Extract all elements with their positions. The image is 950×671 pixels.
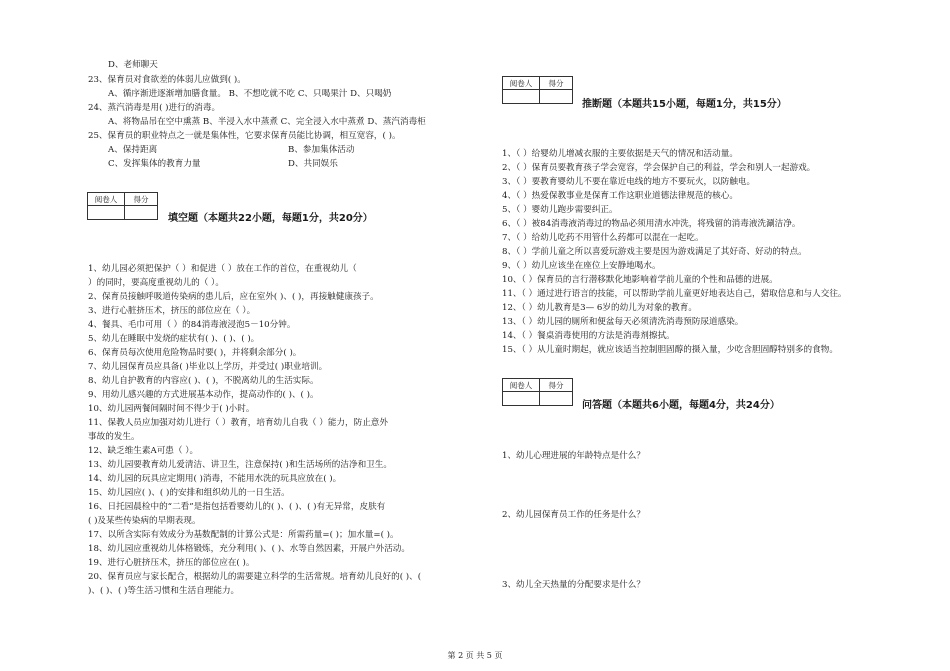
q25-option-a: A、保持距离 (108, 145, 158, 155)
fill-line: 5、幼儿在睡眠中发烧的症状有( )、( )、( )。 (88, 334, 260, 344)
q25-option-d: D、共同娱乐 (288, 159, 338, 169)
judge-line: 4、（ ）热爱保教事业是保育工作这职业道德法律规范的核心。 (502, 191, 738, 201)
judge-line: 14、（ ）餐桌消毒使用的方法是消毒剂擦拭。 (502, 331, 675, 341)
fill-line: ( )及某些传染病的早期表现。 (88, 516, 201, 526)
fill-line: 7、幼儿园保育员应具备( )毕业以上学历，并受过( )职业培训。 (88, 362, 328, 372)
judge-line: 15、（ ）从儿童时期起，就应该适当控制胆固醇的摄入量，少吃含胆固醇特别多的食物。 (502, 345, 838, 355)
judge-line: 7、（ ）给幼儿吃药不用管什么药都可以混在一起吃。 (502, 233, 704, 243)
judge-line: 5、（ ）婴幼儿跑步需要纠正。 (502, 205, 618, 215)
q24-options: A、将物品吊在空中熏蒸 B、半浸入水中蒸煮 C、完全浸入水中蒸煮 D、蒸汽消毒柜 (108, 117, 426, 127)
fill-line: 1、幼儿园必须把保护（ ）和促进（ ）放在工作的首位，在重视幼儿（ (88, 264, 357, 274)
score-header: 得分 (540, 77, 573, 90)
score-cell[interactable] (125, 206, 158, 220)
q23-options: A、循序渐进逐渐增加膳食量。 B、不想吃就不吃 C、只喝果汁 D、只喝奶 (108, 89, 392, 99)
judge-line: 8、（ ）学前儿童之所以喜爱玩游戏主要是因为游戏满足了其好奇、好动的特点。 (502, 247, 807, 257)
judge-line: 6、（ ）被84消毒液消毒过的物品必须用清水冲洗，将残留的消毒液洗涮洁净。 (502, 219, 801, 229)
grader-cell[interactable] (88, 206, 125, 220)
q22-option-d: D、老师聊天 (108, 60, 158, 70)
fill-line: 6、保育员每次使用危险物品时要( )，并将剩余部分( )。 (88, 348, 302, 358)
grader-cell[interactable] (503, 90, 540, 104)
judge-line: 9、（ ）幼儿应该坐在座位上安静地喝水。 (502, 261, 661, 271)
fill-line: 3、进行心脏挤压术，挤压的部位应在（ ）。 (88, 306, 256, 316)
fill-line: 16、日托园晨检中的“二看”是指包括看婴幼儿的( )、( )、( )有无异常，皮肤有 (88, 502, 386, 512)
q25-stem: 25、保育员的职业特点之一就是集体性，它要求保育员能比协调，相互宽容，( )。 (88, 131, 401, 141)
judge-line: 2、（ ）保育员要教育孩子学会宽容，学会保护自己的利益，学会和别人一起游戏。 (502, 163, 816, 173)
grader-header: 阅卷人 (88, 193, 125, 206)
fill-line: ）的同时，要高度重视幼儿的（ ）。 (88, 278, 224, 288)
judge-line: 3、（ ）要教育婴幼儿不要在靠近电线的地方不要玩火，以防触电。 (502, 177, 756, 187)
grader-cell[interactable] (503, 392, 540, 406)
fill-line: 2、保育员接触呼吸道传染病的患儿后，应在室外( )、( )，再接触健康孩子。 (88, 292, 379, 302)
fill-line: 4、餐具、毛巾可用（ ）的84消毒液浸泡5－10分钟。 (88, 320, 296, 330)
fill-line: 事故的发生。 (88, 432, 140, 442)
essay-question-2: 2、幼儿园保育员工作的任务是什么？ (502, 510, 645, 520)
essay-section-title: 问答题（本题共6小题，每题4分，共24分） (582, 400, 780, 411)
fill-line: 18、幼儿园应重视幼儿体格锻炼，充分利用( )、( )、水等自然因素，开展户外活动。 (88, 544, 410, 554)
score-cell[interactable] (540, 90, 573, 104)
fill-line: 14、幼儿园的玩具应定期用( )消毒，不能用水洗的玩具应放在( )。 (88, 474, 342, 484)
score-cell[interactable] (540, 392, 573, 406)
fill-section-title: 填空题（本题共22小题，每题1分，共20分） (168, 213, 373, 224)
fill-line: 12、缺乏维生素A可患（ ）。 (88, 446, 199, 456)
fill-line: 8、幼儿自护教育的内容应( )、( )，不脱离幼儿的生活实际。 (88, 376, 319, 386)
essay-question-1: 1、幼儿心理进展的年龄特点是什么？ (502, 451, 645, 461)
q23-stem: 23、保育员对食欲差的体弱儿应做到( )。 (88, 75, 246, 85)
score-header: 得分 (125, 193, 158, 206)
fill-line: 13、幼儿园要教育幼儿爱清洁、讲卫生，注意保持( )和生活场所的洁净和卫生。 (88, 460, 392, 470)
score-header: 得分 (540, 379, 573, 392)
essay-question-3: 3、幼儿全天热量的分配要求是什么？ (502, 580, 645, 590)
grader-header: 阅卷人 (503, 77, 540, 90)
judge-section-title: 推断题（本题共15小题，每题1分，共15分） (582, 99, 787, 110)
fill-line: 15、幼儿园应( )、( )的安排和组织幼儿的一日生活。 (88, 488, 290, 498)
q25-option-b: B、参加集体活动 (288, 145, 355, 155)
grader-header: 阅卷人 (503, 379, 540, 392)
fill-score-table (87, 192, 158, 220)
fill-line: 11、保教人员应加强对幼儿进行（ ）教育，培育幼儿自我（ ）能力，防止意外 (88, 418, 388, 428)
page-number: 第 2 页 共 5 页 (447, 651, 503, 660)
q25-option-c: C、发挥集体的教育力量 (108, 159, 201, 169)
judge-line: 12、（ ）幼儿教育是3— 6岁的幼儿为对象的教育。 (502, 303, 697, 313)
fill-line: 17、以所含实际有效成分为基数配制的计算公式是：所需药量=( )；加水量=( )。 (88, 530, 399, 540)
judge-line: 13、（ ）幼儿园的厕所和便盆每天必须清洗消毒预防尿道感染。 (502, 317, 744, 327)
judge-line: 10、（ ）保育员的言行潜移默化地影响着学前儿童的个性和品德的进展。 (502, 275, 778, 285)
fill-line: 20、保育员应与家长配合，根据幼儿的需要建立科学的生活常规。培育幼儿良好的( )、( (88, 572, 422, 582)
q24-stem: 24、蒸汽消毒是用( )进行的消毒。 (88, 103, 221, 113)
fill-line: 10、幼儿园两餐间隔时间不得少于( )小时。 (88, 404, 255, 414)
judge-line: 1、（ ）给婴幼儿增减衣服的主要依据是天气的情况和活动量。 (502, 149, 738, 159)
fill-line: 9、用幼儿感兴趣的方式进展基本动作，提高动作的( )、( )。 (88, 390, 319, 400)
fill-line: 19、进行心脏挤压术，挤压的部位应在( )。 (88, 558, 255, 568)
essay-score-table (502, 378, 573, 406)
judge-line: 11、（ ）通过进行语言的技能，可以帮助学前儿童更好地表达自己，猎取信息和与人交往。 (502, 289, 847, 299)
fill-line: )、( )、( )等生活习惯和生活自理能力。 (88, 586, 240, 596)
judge-score-table (502, 76, 573, 104)
